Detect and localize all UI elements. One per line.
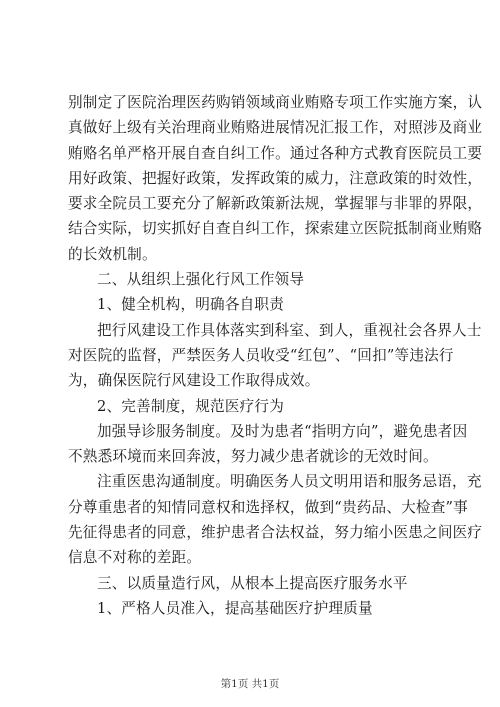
text-line: 别制定了医院治理医药购销领域商业贿赂专项工作实施方案，认 xyxy=(68,94,483,111)
text-line: 三、以质量造行风，从根本上提高医疗服务水平 xyxy=(97,574,408,592)
text-line: 二、从组织上强化行风工作领导 xyxy=(97,271,305,289)
text-line: 1、健全机构，明确各自职责 xyxy=(97,296,285,314)
page-footer: 第1页 共1页 xyxy=(220,678,280,690)
text-line: 把行风建设工作具体落实到科室、到人，重视社会各界人士 xyxy=(97,321,482,339)
text-line: 对医院的监督，严禁医务人员收受“红包”、“回扣”等违法行 xyxy=(68,346,454,364)
text-line: 的长效机制。 xyxy=(68,245,157,263)
text-line: 2、完善制度，规范医疗行为 xyxy=(97,397,285,415)
text-line: 1、严格人员准入，提高基础医疗护理质量 xyxy=(97,599,373,617)
text-line: 为，确保医院行风建设工作取得成效。 xyxy=(68,372,320,390)
text-line: 先征得患者的同意，维护患者合法权益，努力缩小医患之间医疗 xyxy=(68,524,483,542)
text-line: 用好政策、把握好政策，发挥政策的威力，注意政策的时效性， xyxy=(68,169,483,187)
text-line: 贿赂名单严格开展自查自纠工作。通过各种方式教育医院员工要 xyxy=(68,144,483,162)
document-body xyxy=(68,90,483,621)
text-line: 要求全院员工要充分了解新政策新法规，掌握罪与非罪的界限， xyxy=(68,195,483,213)
text-line: 加强导诊服务制度。及时为患者“指明方向”，避免患者因 xyxy=(97,422,468,440)
text-line: 信息不对称的差距。 xyxy=(68,549,202,567)
text-line: 分尊重患者的知情同意权和选择权，做到“贵药品、大检查”事 xyxy=(68,498,468,516)
text-line: 不熟悉环境而来回奔波，努力减少患者就诊的无效时间。 xyxy=(68,448,438,466)
text-line: 注重医患沟通制度。明确医务人员文明用语和服务忌语，充 xyxy=(97,473,482,491)
text-line: 真做好上级有关治理商业贿赂进展情况汇报工作，对照涉及商业 xyxy=(68,119,483,137)
text-line: 结合实际，切实抓好自查自纠工作，探索建立医院抵制商业贿赂 xyxy=(68,220,483,238)
